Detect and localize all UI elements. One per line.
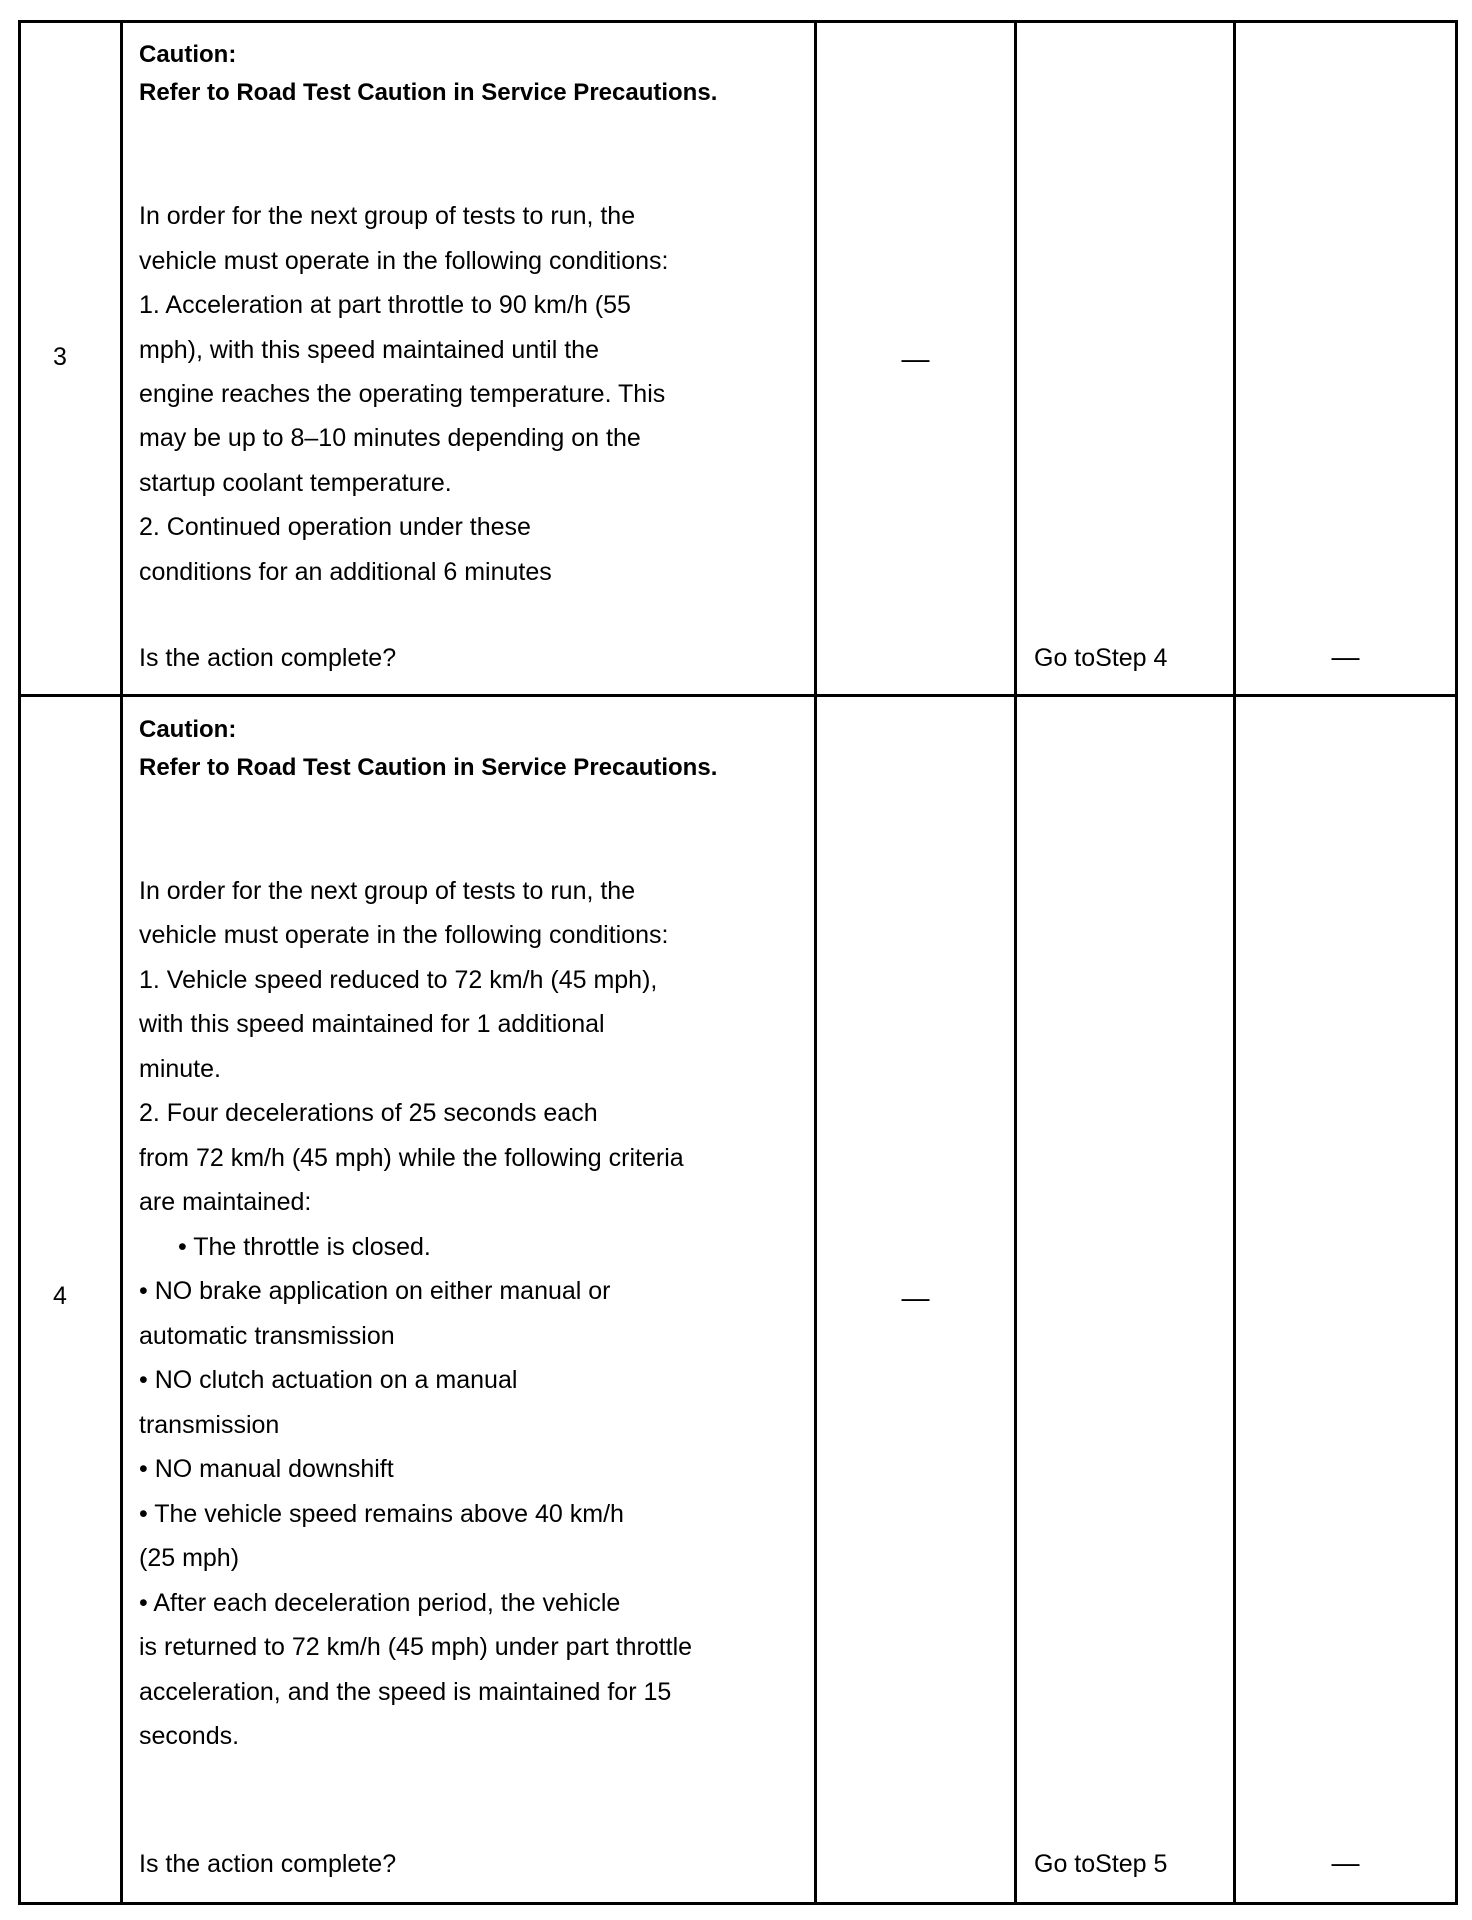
instruction-line: In order for the next group of tests to run, the bbox=[139, 202, 636, 230]
instruction-line: acceleration, and the speed is maintained for 15 bbox=[139, 1678, 672, 1706]
step-number: 3 bbox=[53, 343, 67, 371]
instruction-line: transmission bbox=[139, 1411, 280, 1439]
instruction-line: may be up to 8–10 minutes depending on the bbox=[139, 424, 641, 452]
instruction-line: from 72 km/h (45 mph) while the following criteria bbox=[139, 1144, 684, 1172]
instruction-line: (25 mph) bbox=[139, 1544, 240, 1572]
bullet-line: • After each deceleration period, the vehicle bbox=[139, 1589, 621, 1617]
column-divider bbox=[120, 20, 123, 1905]
instruction-line: mph), with this speed maintained until the bbox=[139, 336, 599, 364]
column-divider bbox=[814, 20, 817, 1905]
instruction-line: 2. Continued operation under these bbox=[139, 513, 531, 541]
no-action-cell: — bbox=[1331, 1847, 1360, 1878]
instruction-line: 1. Vehicle speed reduced to 72 km/h (45 mph), bbox=[139, 966, 658, 994]
bullet-line: • The vehicle speed remains above 40 km/h bbox=[139, 1500, 624, 1528]
table-border-bottom bbox=[18, 1902, 1458, 1905]
instruction-line: automatic transmission bbox=[139, 1322, 395, 1350]
instruction-line: startup coolant temperature. bbox=[139, 469, 452, 497]
table-border-left bbox=[18, 20, 21, 1905]
column-divider bbox=[1233, 20, 1236, 1905]
instruction-line: are maintained: bbox=[139, 1188, 312, 1216]
value-cell: — bbox=[901, 343, 930, 374]
yes-action-link[interactable]: Go toStep 5 bbox=[1034, 1850, 1168, 1878]
caution-text: Refer to Road Test Caution in Service Precautions. bbox=[139, 79, 718, 106]
table-border-top bbox=[18, 20, 1458, 23]
table-border-right bbox=[1455, 20, 1458, 1905]
instruction-line: conditions for an additional 6 minutes bbox=[139, 558, 552, 586]
question-text: Is the action complete? bbox=[139, 644, 397, 672]
caution-label: Caution: bbox=[139, 716, 237, 743]
value-cell: — bbox=[901, 1282, 930, 1313]
bullet-line: • NO brake application on either manual or bbox=[139, 1277, 611, 1305]
bullet-line: • NO manual downshift bbox=[139, 1455, 394, 1483]
instruction-line: 2. Four decelerations of 25 seconds each bbox=[139, 1099, 598, 1127]
instruction-line: engine reaches the operating temperature. This bbox=[139, 380, 666, 408]
yes-action-link[interactable]: Go toStep 4 bbox=[1034, 644, 1168, 672]
column-divider bbox=[1014, 20, 1017, 1905]
bullet-line: • The throttle is closed. bbox=[178, 1233, 431, 1261]
step-number: 4 bbox=[53, 1282, 67, 1310]
no-action-cell: — bbox=[1331, 641, 1360, 672]
bullet-line: • NO clutch actuation on a manual bbox=[139, 1366, 518, 1394]
instruction-line: In order for the next group of tests to run, the bbox=[139, 877, 636, 905]
caution-text: Refer to Road Test Caution in Service Precautions. bbox=[139, 754, 718, 781]
instruction-line: minute. bbox=[139, 1055, 221, 1083]
instruction-line: 1. Acceleration at part throttle to 90 km/h (55 bbox=[139, 291, 631, 319]
instruction-line: vehicle must operate in the following conditions: bbox=[139, 247, 669, 275]
instruction-line: with this speed maintained for 1 additional bbox=[139, 1010, 605, 1038]
row-divider bbox=[18, 694, 1458, 697]
question-text: Is the action complete? bbox=[139, 1850, 397, 1878]
instruction-line: seconds. bbox=[139, 1722, 240, 1750]
instruction-line: vehicle must operate in the following conditions: bbox=[139, 921, 669, 949]
caution-label: Caution: bbox=[139, 41, 237, 68]
instruction-line: is returned to 72 km/h (45 mph) under part throttle bbox=[139, 1633, 693, 1661]
